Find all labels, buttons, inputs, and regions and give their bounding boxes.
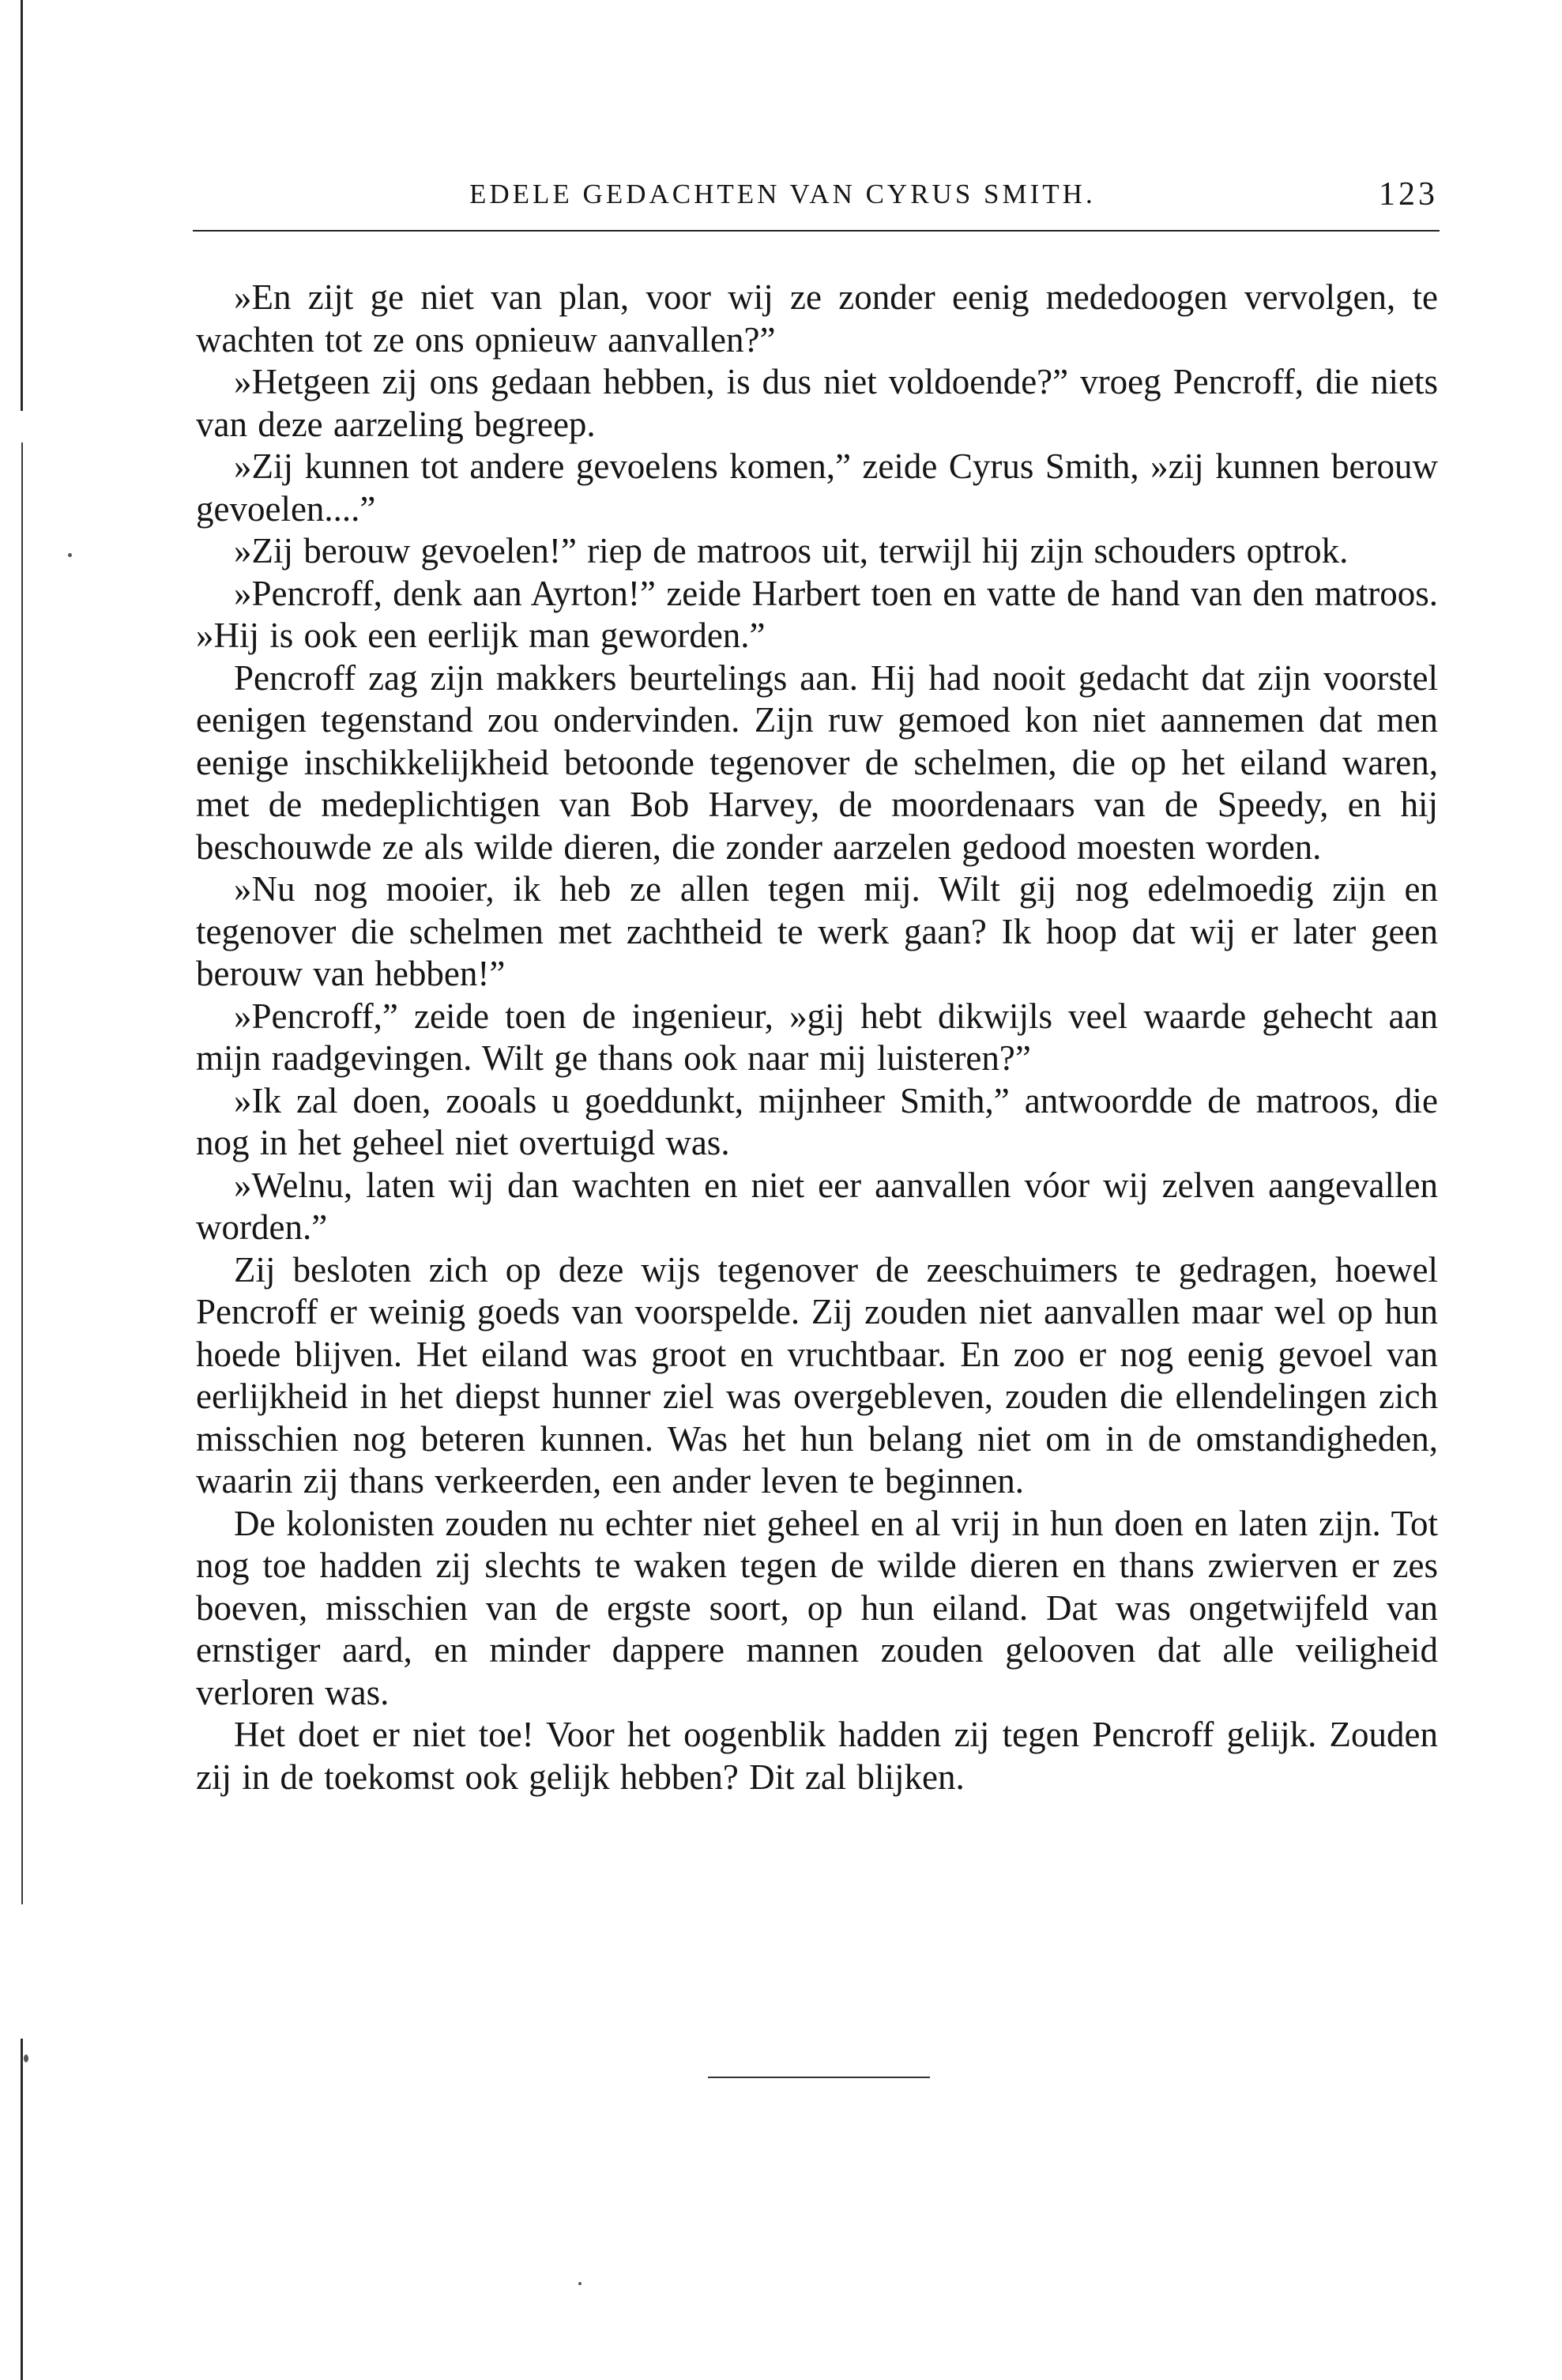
paragraph: Pencroff zag zijn makkers beurtelings aan. Hij had nooit gedacht dat zijn voorstel eenigen tegenstand zou ondervinden. Zijn ruw gemoed kon niet aannemen dat men eenige inschikkelijkheid betoonde tegenover de schelmen, die op het eiland waren, met de medeplichtigen van Bob Harvey, de moordenaars van de Speedy, en hij beschouwde ze als wilde dieren, die zonder aarzelen gedood moesten worden.	[196, 657, 1438, 867]
page-number: 123	[1379, 176, 1438, 213]
paragraph: »Pencroff, denk aan Ayrton!” zeide Harbert toen en vatte de hand van den matroos. »Hij is ook een eerlijk man geworden.”	[196, 573, 1438, 655]
header-rule	[193, 230, 1440, 232]
paragraph: »Zij kunnen tot andere gevoelens komen,” zeide Cyrus Smith, »zij kunnen berouw gevoelen....”	[196, 446, 1438, 529]
paragraph: De kolonisten zouden nu echter niet geheel en al vrij in hun doen en laten zijn. Tot nog toe hadden zij slechts te waken tegen de wilde dieren en thans zwierven er zes boeven, misschien van de ergste soort, op hun eiland. Dat was ongetwijfeld van ernstiger aard, en minder dappere mannen zouden gelooven dat alle veiligheid verloren was.	[196, 1503, 1438, 1712]
section-end-rule	[708, 2077, 930, 2078]
chapter-running-title: EDELE GEDACHTEN VAN CYRUS SMITH.	[469, 179, 1096, 209]
running-header	[196, 168, 1438, 218]
paragraph: Het doet er niet toe! Voor het oogenblik hadden zij tegen Pencroff gelijk. Zouden zij in de toekomst ook gelijk hebben? Dit zal blijken.	[196, 1715, 1438, 1797]
body-text	[196, 277, 1438, 1798]
paragraph: »Pencroff,” zeide toen de ingenieur, »gij hebt dikwijls veel waarde gehecht aan mijn raadgevingen. Wilt ge thans ook naar mij luisteren?”	[196, 996, 1438, 1078]
scan-edge-line	[21, 442, 23, 1904]
paragraph: »Hetgeen zij ons gedaan hebben, is dus niet voldoende?” vroeg Pencroff, die niets van deze aarzeling begreep.	[196, 362, 1438, 444]
paragraph: »Ik zal doen, zooals u goeddunkt, mijnheer Smith,” antwoordde de matroos, die nog in het geheel niet overtuigd was.	[196, 1080, 1438, 1162]
paragraph: »Zij berouw gevoelen!” riep de matroos uit, terwijl hij zijn schouders optrok.	[234, 531, 1349, 571]
scan-speck	[24, 2054, 28, 2062]
paragraph: »En zijt ge niet van plan, voor wij ze zonder eenig mededoogen vervolgen, te wachten tot ze ons opnieuw aanvallen?”	[196, 277, 1438, 360]
scan-edge-line	[21, 2039, 23, 2380]
paragraph: »Nu nog mooier, ik heb ze allen tegen mij. Wilt gij nog edelmoedig zijn en tegenover die schelmen met zachtheid te werk gaan? Ik hoop dat wij er later geen berouw van hebben!”	[196, 869, 1438, 993]
paragraph: »Welnu, laten wij dan wachten en niet eer aanvallen vóor wij zelven aangevallen worden.”	[196, 1165, 1438, 1247]
scan-edge-line	[21, 0, 23, 411]
paragraph: Zij besloten zich op deze wijs tegenover de zeeschuimers te gedragen, hoewel Pencroff er weinig goeds van voorspelde. Zij zouden niet aanvallen maar wel op hun hoede blijven. Het eiland was groot en vruchtbaar. En zoo er nog eenig gevoel van eerlijkheid in het diepst hunner ziel was overgebleven, zouden die ellendelingen zich misschien nog beteren kunnen. Was het hun belang niet om in de omstandigheden, waarin zij thans verkeerden, een ander leven te beginnen.	[196, 1249, 1438, 1501]
scan-speck	[578, 2282, 582, 2285]
scan-speck	[68, 553, 72, 557]
